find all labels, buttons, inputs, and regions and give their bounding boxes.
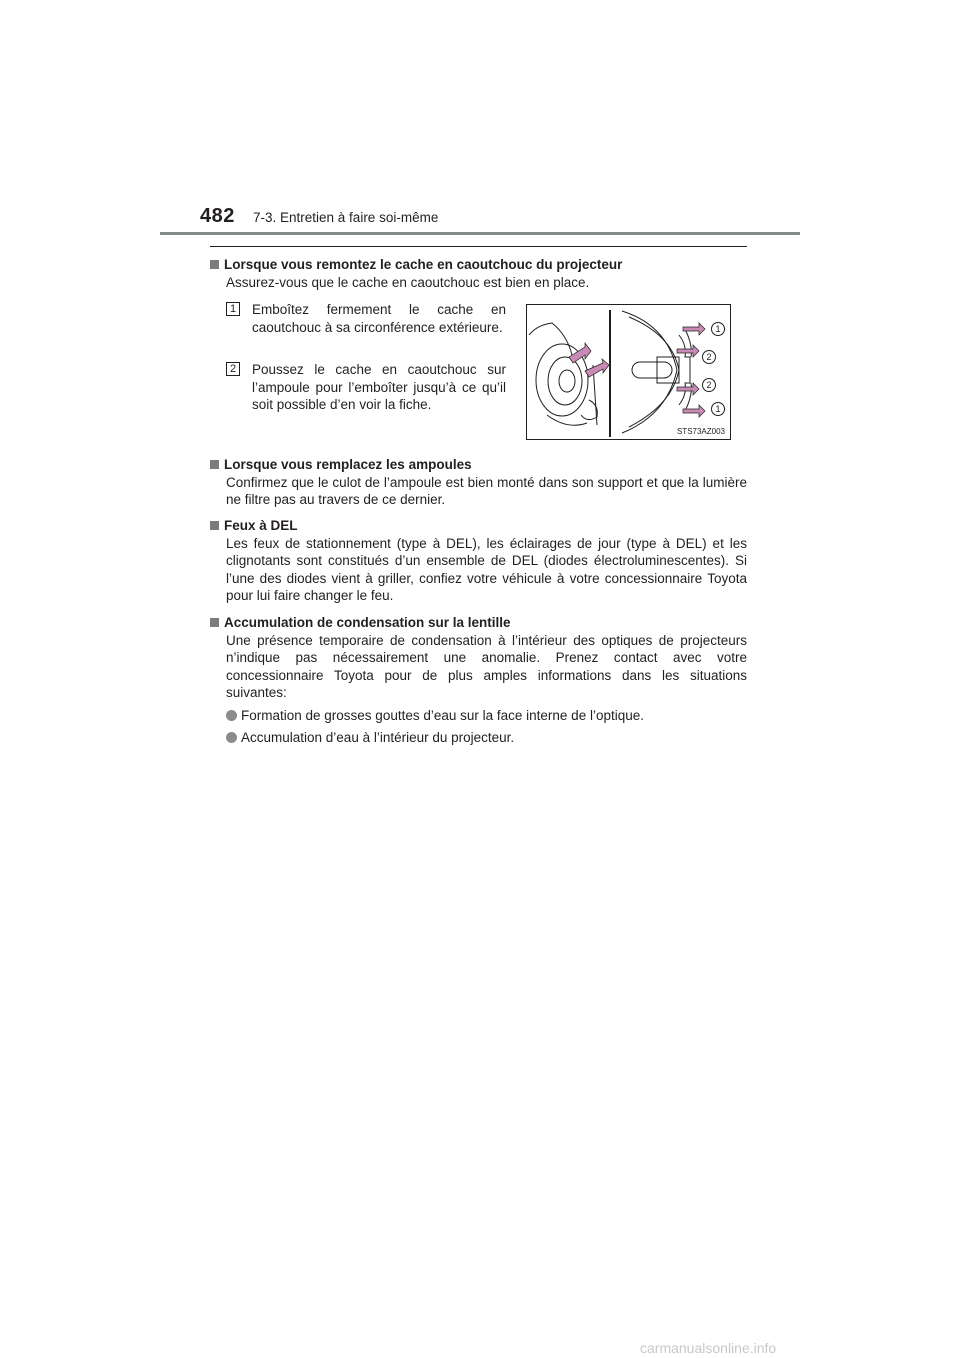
square-bullet-icon [210,521,219,530]
figure-code: STS73AZ003 [676,427,725,436]
step-number: 1 [226,302,240,316]
watermark: carmanualsonline.info [640,1340,777,1356]
step-number: 2 [226,362,240,376]
step-text: Emboîtez fermement le cache en caoutchouc à sa circonférence extérieure. [252,302,506,335]
arrow-icon [683,323,705,335]
section-rubber-cover [210,256,747,291]
section-text: Une présence temporaire de condensation à l’intérieur des optiques de projecteurs n’indique pas nécessairement une anomalie. Prenez contact avec votre concessionnaire Toyota pour de plus amples informations dans les situations suivantes: [226,632,747,700]
section-title: Lorsque vous remplacez les ampoules [224,457,472,472]
list-item-text: Formation de grosses gouttes d’eau sur la face interne de l’optique. [241,707,644,723]
arrow-icon [677,383,699,395]
callout-label: 2 [706,380,712,390]
section-text: Assurez-vous que le cache en caoutchouc est bien en place. [226,274,590,290]
step-2 [226,361,506,414]
push-arrow-icon [585,359,609,377]
arrow-icon [683,405,705,417]
section-title: Accumulation de condensation sur la lentille [224,615,511,630]
callout-label: 1 [715,404,721,414]
callout-label: 2 [706,352,712,362]
list-item [226,707,747,725]
section-led-lights [210,517,747,605]
section-title: Feux à DEL [224,518,298,533]
section-lens-condensation [210,614,747,747]
round-bullet-icon [226,732,237,743]
section-text: Confirmez que le culot de l’ampoule est bien monté dans son support et que la lumière ne filtre pas au travers de ce dernier. [226,474,747,507]
step-text: Poussez le cache en caoutchouc sur l’ampoule pour l’emboîter jusqu’à ce qu’il soit possible d’en voir la fiche. [252,362,506,412]
round-bullet-icon [226,710,237,721]
list-item-text: Accumulation d’eau à l’intérieur du projecteur. [241,730,515,745]
illustration-drawing [527,305,730,439]
section-title: Lorsque vous remontez le cache en caoutchouc du projecteur [224,257,623,272]
list-item [226,729,747,747]
square-bullet-icon [210,460,219,469]
page-number: 482 [200,205,235,227]
section-rule [210,246,747,247]
chapter-title: 7-3. Entretien à faire soi-même [253,210,439,225]
section-bulb-replacement [210,456,747,509]
headlight-rubber-cover-illustration [526,304,731,440]
section-text: Les feux de stationnement (type à DEL), les éclairages de jour (type à DEL) et les clignotants sont constitués d’un ensemble de DEL (diodes électroluminescentes). Si l’une des diodes vient à griller, confiez votre véhicule à votre concessionnaire Toyota pour lui faire changer le feu. [226,535,747,603]
arrow-icon [677,345,699,357]
step-1 [226,301,506,336]
push-arrow-icon [569,343,591,363]
callout-label: 1 [715,324,721,334]
square-bullet-icon [210,260,219,269]
square-bullet-icon [210,618,219,627]
header-rule [160,232,800,235]
